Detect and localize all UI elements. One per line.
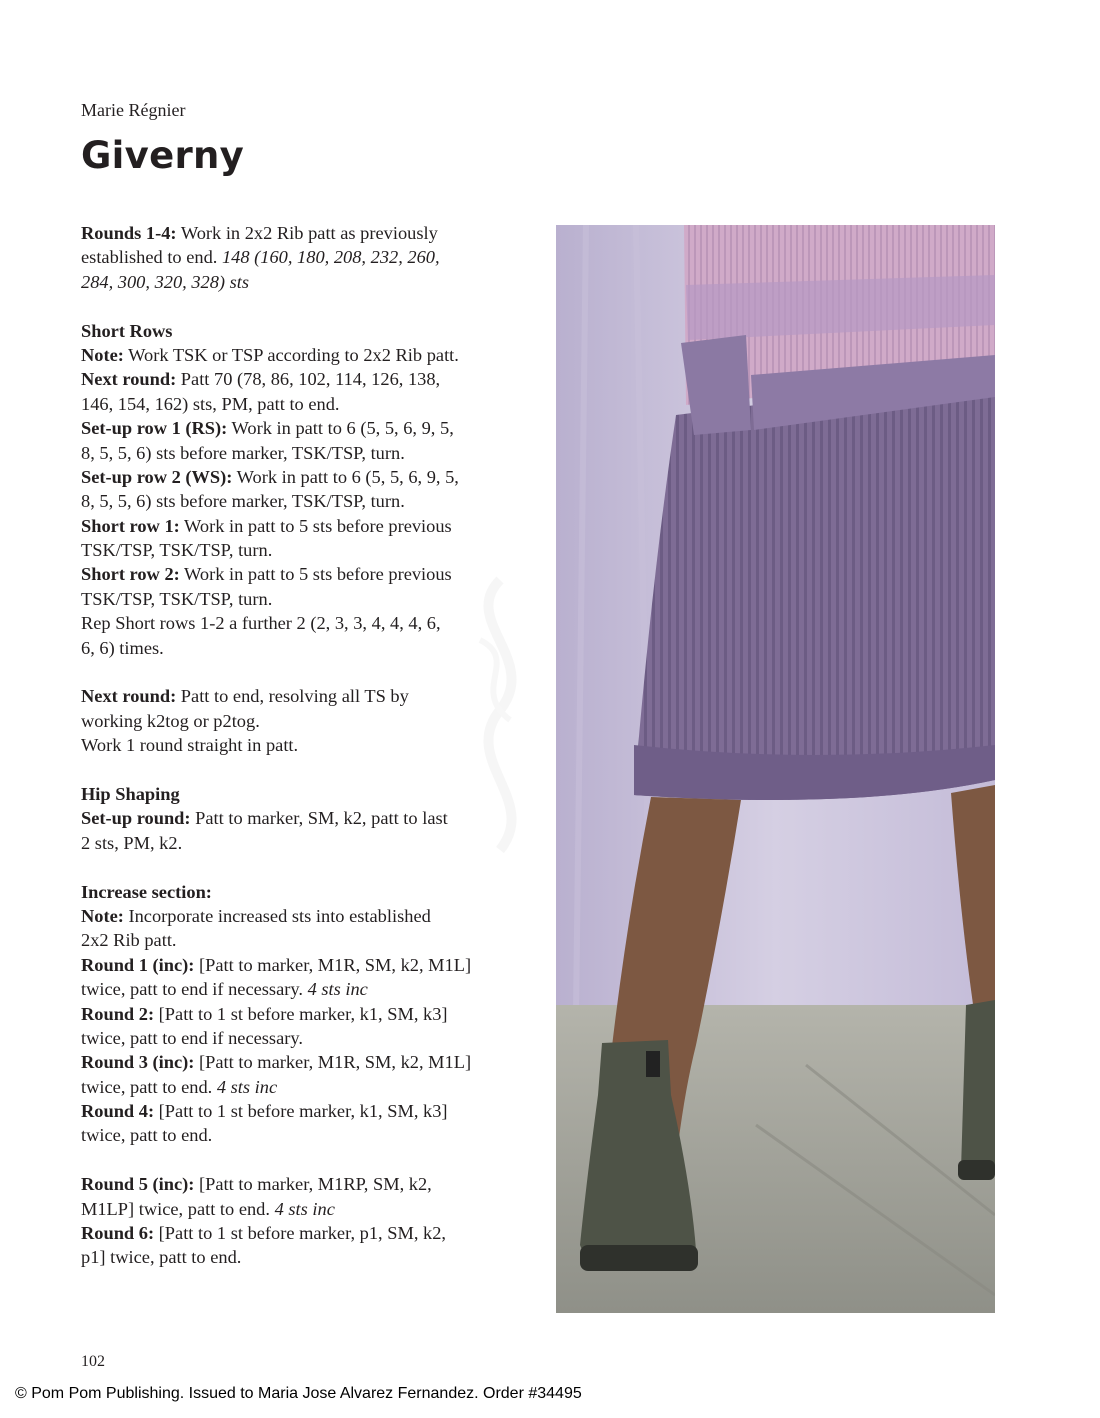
- instruction-line: [81, 1099, 521, 1123]
- instruction-text: Work in patt to 5 sts before previous: [179, 564, 452, 585]
- instruction-line: TSK/TSP, TSK/TSP, turn.: [81, 540, 273, 561]
- instruction-text: twice, patt to end if necessary.: [81, 979, 308, 1000]
- instruction-line: [81, 1221, 521, 1245]
- instruction-line: 6, 6) times.: [81, 637, 164, 658]
- section-heading-increase: Increase section:: [81, 881, 212, 902]
- instruction-label: Round 2:: [81, 1003, 155, 1024]
- instruction-text: Patt to end, resolving all TS by: [176, 686, 409, 707]
- instruction-line: Rep Short rows 1-2 a further 2 (2, 3, 3, 4, 4, 4, 6,: [81, 613, 441, 634]
- page-number: 102: [81, 1353, 105, 1370]
- instruction-label: Next round:: [81, 369, 177, 390]
- section-heading-hip-shaping: Hip Shaping: [81, 783, 180, 804]
- instruction-label: Round 4:: [81, 1101, 155, 1122]
- instruction-label: Round 6:: [81, 1223, 155, 1244]
- stitch-count: 4 sts inc: [274, 1198, 335, 1219]
- instruction-text: Patt 70 (78, 86, 102, 114, 126, 138,: [176, 369, 441, 390]
- skirt-photo: [556, 225, 995, 1313]
- instruction-text: M1LP] twice, patt to end.: [81, 1198, 275, 1219]
- instruction-line: [81, 270, 521, 294]
- instruction-text: Work TSK or TSP according to 2x2 Rib patt.: [123, 344, 459, 365]
- pattern-title: Giverny: [81, 134, 245, 177]
- instruction-text: [Patt to 1 st before marker, k1, SM, k3]: [154, 1003, 448, 1024]
- instruction-text: Work in patt to 6 (5, 5, 6, 9, 5,: [227, 418, 454, 439]
- instruction-line: working k2tog or p2tog.: [81, 710, 260, 731]
- instruction-line: [81, 465, 521, 489]
- instruction-line: [81, 514, 521, 538]
- instruction-line: [81, 1050, 521, 1074]
- instruction-label: Rounds 1-4:: [81, 223, 177, 243]
- instruction-label: Note:: [81, 344, 124, 365]
- instruction-text: Work in 2x2 Rib patt as previously: [176, 223, 438, 243]
- instruction-line: Work 1 round straight in patt.: [81, 735, 299, 756]
- stitch-count: 4 sts inc: [307, 979, 368, 1000]
- instruction-text: Work in patt to 6 (5, 5, 6, 9, 5,: [232, 466, 459, 487]
- section-heading-short-rows: Short Rows: [81, 320, 173, 341]
- instruction-text: [Patt to 1 st before marker, k1, SM, k3]: [154, 1101, 448, 1122]
- instruction-text: twice, patt to end.: [81, 1076, 217, 1097]
- instruction-line: [81, 367, 521, 391]
- instruction-label: Round 1 (inc):: [81, 954, 195, 975]
- instruction-line: [81, 221, 521, 245]
- instruction-line: 2x2 Rib patt.: [81, 930, 177, 951]
- stitch-count: 148 (160, 180, 208, 232, 260,: [221, 247, 440, 268]
- instruction-line: 2 sts, PM, k2.: [81, 832, 183, 853]
- instruction-label: Note:: [81, 905, 124, 926]
- instruction-line: [81, 953, 521, 977]
- instruction-text: [Patt to marker, M1R, SM, k2, M1L]: [194, 954, 472, 975]
- instruction-text: [Patt to 1 st before marker, p1, SM, k2,: [154, 1223, 447, 1244]
- instruction-label: Short row 2:: [81, 564, 180, 585]
- instruction-line: [81, 245, 521, 269]
- stitch-count: 284, 300, 320, 328) sts: [81, 271, 250, 292]
- instruction-line: [81, 1075, 521, 1099]
- author-name: Marie Régnier: [81, 100, 186, 120]
- instruction-label: Set-up row 1 (RS):: [81, 418, 228, 439]
- instruction-line: 8, 5, 5, 6) sts before marker, TSK/TSP, turn.: [81, 442, 405, 463]
- instruction-line: twice, patt to end.: [81, 1125, 213, 1146]
- copyright-footer: © Pom Pom Publishing. Issued to Maria Jose Alvarez Fernandez. Order #34495: [15, 1385, 582, 1402]
- instruction-line: [81, 977, 521, 1001]
- instruction-line: [81, 343, 521, 367]
- instruction-line: twice, patt to end if necessary.: [81, 1027, 303, 1048]
- instruction-text: Incorporate increased sts into established: [123, 905, 431, 926]
- instruction-line: [81, 904, 521, 928]
- instruction-line: [81, 1002, 521, 1026]
- instruction-line: [81, 1197, 521, 1221]
- instruction-line: 146, 154, 162) sts, PM, patt to end.: [81, 393, 340, 414]
- instruction-label: Set-up round:: [81, 808, 191, 829]
- instruction-text: Patt to marker, SM, k2, patt to last: [190, 808, 448, 829]
- instruction-line: 8, 5, 5, 6) sts before marker, TSK/TSP, turn.: [81, 491, 405, 512]
- instruction-line: [81, 1172, 521, 1196]
- instruction-label: Next round:: [81, 686, 177, 707]
- stitch-count: 4 sts inc: [216, 1076, 278, 1097]
- instruction-text: Work in patt to 5 sts before previous: [179, 515, 452, 536]
- instruction-line: p1] twice, patt to end.: [81, 1247, 242, 1268]
- instruction-line: TSK/TSP, TSK/TSP, turn.: [81, 588, 273, 609]
- instruction-text: established to end.: [81, 247, 222, 268]
- instruction-line: [81, 416, 521, 440]
- instruction-text: [Patt to marker, M1R, SM, k2, M1L]: [194, 1052, 472, 1073]
- decorative-watermark: [440, 560, 570, 860]
- instruction-label: Round 3 (inc):: [81, 1052, 195, 1073]
- instruction-label: Set-up row 2 (WS):: [81, 466, 233, 487]
- instruction-label: Round 5 (inc):: [81, 1174, 195, 1195]
- instruction-text: [Patt to marker, M1RP, SM, k2,: [194, 1174, 432, 1195]
- instruction-label: Short row 1:: [81, 515, 180, 536]
